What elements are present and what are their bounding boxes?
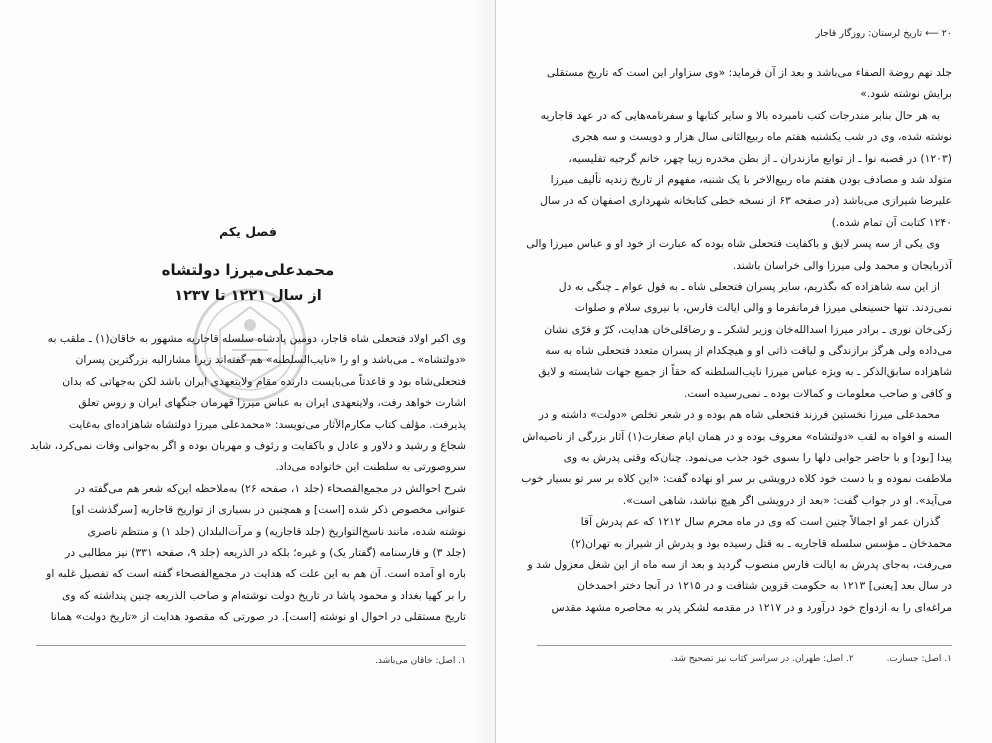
- text-line: السنه و افواه به لقب «دولتشاه» معروف بوده و در همان ایام صغارت(۱) آثار بزرگی از ناصیه‌اش: [522, 429, 952, 443]
- text-line: نوشته شده، مانند ناسخ‌التواریخ (جلد قاجاریه) و مرآت‌البلدان (جلد ۱) و منتظم ناصری: [87, 524, 466, 538]
- text-line: محمدعلی میرزا نخستین فرزند فتحعلی شاه هم بوده و در شعر تخلص «دولت» داشته و در: [538, 408, 940, 422]
- text-line: وی یکی از سه پسر لایق و باکفایت فتحعلی شاه بوده که عبارت از خود او و عباس میرزا والی: [526, 237, 940, 251]
- text-line: برایش نوشته شود.»: [860, 87, 952, 101]
- running-head: ۲۰ ⟵ تاریخ لرستان: روزگار قاجار: [815, 28, 952, 39]
- text-line: زکی‌خان نوری ـ برادر میرزا اسدالله‌خان وزیر لشکر ـ و رضاقلی‌خان هدایت، کرّ و فرّی نشان: [544, 322, 952, 336]
- footnote: ۲. اصل: طهران. در سراسر کتاب نیز تصحیح شد.: [670, 654, 854, 664]
- text-line: می‌رفت، به‌جای پدرش به ایالت فارس منصوب گردید و بعد از سه ماه از این شغل معزول شد و: [527, 557, 952, 571]
- text-line: مراغه‌ای را به ازدواج خود درآورد و در ۱۲۱۷ در مقدمه لشکر پدر به محاصره مشهد مقدس: [551, 600, 952, 614]
- text-line: وی اکبر اولاد فتحعلی شاه قاجار، دومین پادشاه سلسله قاجاریه مشهور به خاقان(۱) ـ ملقب به: [47, 332, 466, 345]
- text-line: به هر حال بنابر مندرجات کتب نامبرده بالا و سایر کتابها و سفرنامه‌هایی که در عهد قاجاریه: [540, 108, 940, 122]
- text-line: در سال بعد [یعنی] ۱۲۱۳ به حکومت قزوین شتافت و در ۱۲۱۵ در آنجا دختر احمدخان: [577, 579, 952, 593]
- footnote: ۱. اصل: جسارت.: [886, 654, 952, 664]
- footnote-divider: [537, 645, 952, 646]
- footnotes: [537, 654, 952, 664]
- text-line: (۱۲۰۳) در قصبه نوا ـ از توابع مازندران ـ از بطن مخدره زیبا چهر، خانم گرجیه تفلیسیه،: [568, 151, 952, 165]
- text-line: باره او آمده است. آن هم به این علت که هدایت در مجمع‌الفصحاء گفته است که تفصیل غلبه او: [46, 567, 466, 581]
- text-line: می‌آید». او در جواب گفت: «بعد از درویشی اگر هیچ نباشد، شاهی است».: [622, 493, 952, 507]
- text-line: شجاع و رشید و دلاور و عادل و باکفایت و رئوف و مهربان بوده و اگر به‌جوانی وفات نمی‌کرد، شاید: [30, 438, 466, 452]
- text-line: پذیرفت. مؤلف کتاب مکارم‌الآثار می‌نویسد: «محمدعلی میرزا دولتشاه شاهزاده‌ای به‌غایت: [68, 417, 466, 431]
- footnote: ۱. اصل: خاقان می‌باشد.: [375, 656, 466, 666]
- text-line: عنوانی مخصوص ذکر شده [است] و همچنین در بسیاری از تواریخ قاجاریه [سرگذشت او]: [71, 503, 466, 517]
- text-line: جلد نهم روضة الصفاء می‌باشد و بعد از آن فرماید: «وی سزاوار این است که تاریخ مستقلی: [546, 66, 952, 79]
- text-line: سروصورتی به سلطنت این خانواده می‌داد.: [275, 460, 466, 474]
- right-page: [496, 0, 992, 743]
- text-line: از این سه شاهزاده که بگذریم، سایر پسران فتحعلی شاه ـ به قول عوام ـ چنگی به دل: [558, 279, 940, 293]
- text-line: علیرضا شیرازی می‌باشد (در صفحه ۶۳ از نسخه خطی کتابخانه شهرداری اصفهان که در سال: [540, 194, 952, 208]
- chapter-date-range: از سال ۱۲۲۱ تا ۱۲۳۷: [174, 288, 322, 304]
- text-line: آذربایجان و محمد ولی میرزا والی خراسان باشند.: [732, 258, 952, 272]
- text-line: شرح احوالش در مجمع‌الفصحاء (جلد ۱، صفحه ۲۶) به‌ملاحظه این‌که شعر هم می‌گفته در: [75, 481, 466, 495]
- text-line: گذران عمر او اجمالاً چنین است که وی در ماه محرم سال ۱۲۱۲ که عم پدرش آقا: [580, 515, 940, 529]
- text-line: «دولتشاه» ـ می‌باشد و او را «نایب‌السلطنه» هم گفته‌اند زیرا مشارالیه بزرگترین پسران: [75, 353, 466, 367]
- text-line: اشارت خواهد رفت، ولایتعهدی ایران به عباس میرزا قهرمان جنگهای ایران و روس تعلق: [78, 396, 466, 410]
- text-line: فتحعلی‌شاه بود و قاعدتاً می‌بایست دارنده مقام ولایتعهدی ایران باشد لکن به‌جهاتی که بدان: [62, 374, 466, 388]
- text-line: و کافی و صاحب معلومات و کمالات بوده ـ نمی‌رسیده است.: [683, 386, 952, 400]
- text-line: متولد شد و مصادف بودن هفتم ماه ربیع‌الاخر با یک شنبه، مفهوم از تاریخ زندیه تألیف میرزا: [550, 172, 952, 186]
- text-line: پیدا [بود] و با حاضر جوابی دلها را بسوی خود جذب می‌نمود. چنان‌که وقتی پدرش به وی: [563, 451, 952, 465]
- text-line: نمی‌زدند. تنها حسینعلی میرزا فرمانفرما و والی ایالت فارس، با نیروی سلام و صلوات: [574, 301, 952, 315]
- left-body-text: [30, 328, 466, 627]
- chapter-title: محمدعلی‌میرزا دولتشاه: [161, 261, 335, 279]
- text-line: محمدخان ـ مؤسس سلسله قاجاریه ـ به قتل رسیده بود و پدرش از شیراز به تهران(۲): [570, 536, 952, 550]
- chapter-label: فصل یکم: [219, 224, 277, 239]
- text-line: (جلد ۳) و فارسنامه (گفتار یک) و غیره؛ بلکه در الذریعه (جلد ۹، صفحه ۳۳۱) نیز مطالبی در: [65, 545, 466, 559]
- text-line: نوشته شده، وی در شب یکشنبه هفتم ماه ربیع‌الثانی سال هزار و دویست و سه هجری: [571, 130, 952, 144]
- text-line: می‌داده ولی هرگز برازندگی و لیاقت ذاتی او و هیچکدام از پسران متعدد فتحعلی شاه به سه: [545, 344, 952, 358]
- text-line: شاهزاده سابق‌الذکر ـ به ویژه عباس میرزا نایب‌السلطنه که حقاً از جمیع جهات شایسته و لایق: [538, 365, 952, 379]
- text-line: ملاطفت نموده و با دست خود کلاه درویشی بر سر او نهاده گفت: «این کلاه بر سر تو بسیار خوب: [521, 472, 952, 486]
- text-line: ۱۲۴۰ کتابت آن تمام شده.): [831, 215, 952, 229]
- right-body-text: [521, 62, 952, 618]
- text-line: را بر کهیا بغداد و محمود پاشا در تاریخ دولت نوشته‌ام و صاحب الذریعه چنین پنداشته که وی: [61, 588, 466, 602]
- footnote-divider: [36, 645, 466, 646]
- text-line: تاریخ مستقلی در احوال او نوشته [است]. در صورتی که مقصود هدایت از «تاریخ دولت» همانا: [50, 610, 466, 624]
- spine-shadow: [470, 0, 495, 743]
